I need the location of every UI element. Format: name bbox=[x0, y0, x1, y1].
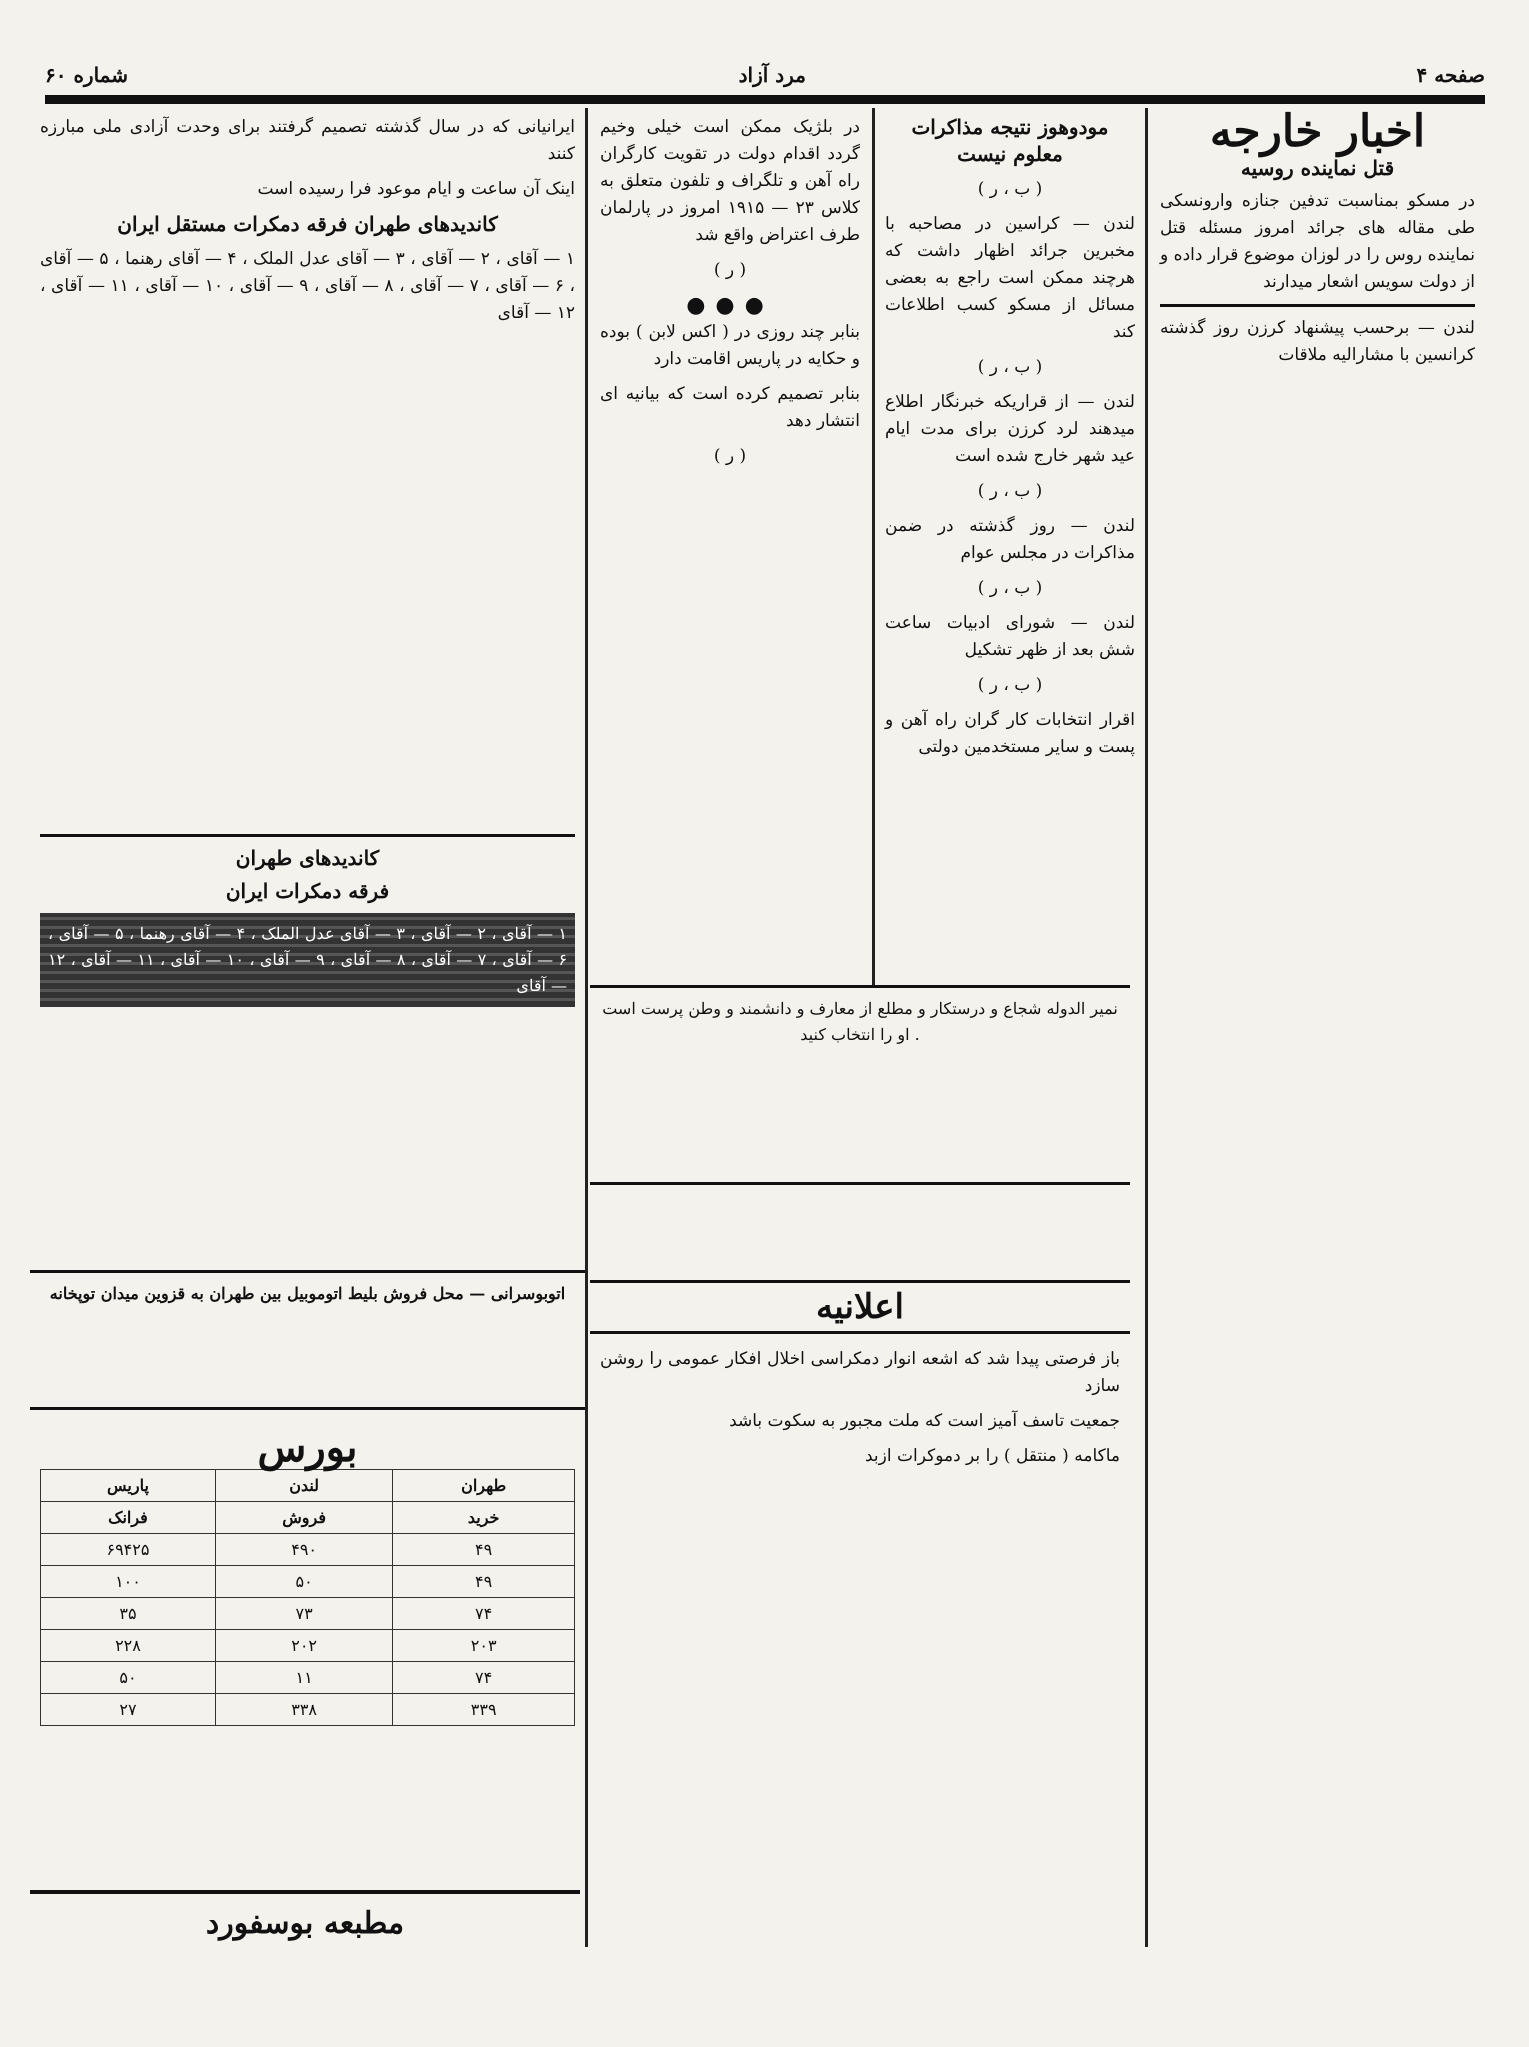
article-paragraph: لندن — از قراریکه خبرنگار اطلاع میدهند لرد کرزن برای مدت ایام عید شهر خارج شده است bbox=[885, 392, 1135, 466]
price-cell: ۵۰ bbox=[215, 1566, 392, 1598]
article-paragraph: بنابر تصمیم کرده است که بیانیه ای انتشار دهد bbox=[600, 384, 860, 431]
bus-ad-text: اتوبوسرانی — محل فروش بلیط اتوموبیل بین طهران به قزوین میدان توپخانه bbox=[49, 1284, 566, 1303]
notice-text: نمیر الدوله شجاع و درستکار و مطلع از معارف و دانشمند و وطن پرست است . او را انتخاب کنید bbox=[602, 999, 1118, 1044]
article-paragraph: در بلژیک ممکن است خیلی وخیم گردد اقدام دولت در تقویت کارگران راه آهن و تلگراف و تلفون متعلق به کلاس ۲۳ — ۱۹۱۵ امروز در پارلمان طرف اعتراض واقع شد bbox=[600, 117, 860, 245]
city-header: طهران bbox=[393, 1470, 575, 1502]
price-cell: ۳۳۸ bbox=[215, 1694, 392, 1726]
price-cell: ۵۰ bbox=[41, 1662, 216, 1694]
column-ads bbox=[590, 1340, 1130, 1967]
article-paragraph: در مسکو بمناسبت تدفین جنازه وارونسکی طی مقاله های جرائد امروز مسئله قتل نماینده روس را در لوزان موضوع قرار داده و از دولت سویس اشعار میدارند bbox=[1160, 191, 1475, 292]
column-header: فرانک bbox=[41, 1502, 216, 1534]
bourse-title: بورس bbox=[257, 1424, 358, 1471]
source-tag: ( ر ) bbox=[713, 446, 747, 466]
price-cell: ۲۰۲ bbox=[215, 1630, 392, 1662]
separator-dots: ●●● bbox=[686, 293, 774, 318]
city-header: لندن bbox=[215, 1470, 392, 1502]
source-tag: ( ب ، ر ) bbox=[977, 357, 1043, 377]
notice-body: ۱ — آقای ، ۲ — آقای ، ۳ — آقای عدل الملک ، ۴ — آقای رهنما ، ۵ — آقای ، ۶ — آقای ، ۷ — آقای ، ۸ — آقای ، ۹ — آقای ، ۱۰ — آقای ، ۱۱ — آقای ، ۱۲ — آقای bbox=[48, 924, 568, 995]
source-tag: ( ر ) bbox=[713, 260, 747, 280]
table-row bbox=[41, 1630, 575, 1662]
article-paragraph: لندن — روز گذشته در ضمن مذاکرات در مجلس عوام bbox=[885, 516, 1135, 563]
issue-number: شماره ۶۰ bbox=[45, 63, 128, 87]
column-title: مودوهوز نتیجه مذاکرات معلوم نیست bbox=[911, 115, 1109, 166]
bus-ad bbox=[30, 1270, 585, 1410]
table-row bbox=[41, 1598, 575, 1630]
price-cell: ۶۹۴۲۵ bbox=[41, 1534, 216, 1566]
price-cell: ۷۴ bbox=[393, 1662, 575, 1694]
divider bbox=[40, 834, 575, 837]
masthead bbox=[45, 60, 1485, 90]
column-divider bbox=[872, 108, 875, 987]
price-cell: ۷۳ bbox=[215, 1598, 392, 1630]
table-row bbox=[41, 1662, 575, 1694]
ad-paragraph: جمعیت تاسف آمیز است که ملت مجبور به سکوت باشد bbox=[729, 1411, 1120, 1431]
source-tag: ( ب ، ر ) bbox=[977, 481, 1043, 501]
price-cell: ۴۹ bbox=[393, 1566, 575, 1598]
section-heading: اخبار خارجه bbox=[1209, 108, 1426, 157]
source-tag: ( ب ، ر ) bbox=[977, 179, 1043, 199]
article-paragraph: لندن — کراسین در مصاحبه با مخبرین جرائد اظهار داشت که هرچند ممکن است راجع به بعضی مسائل از مسکو کسب اطلاعات کند bbox=[885, 214, 1135, 342]
paper-name: مرد آزاد bbox=[738, 63, 806, 87]
price-cell: ۴۹ bbox=[393, 1534, 575, 1566]
price-cell: ۲۷ bbox=[41, 1694, 216, 1726]
price-cell: ۲۲۸ bbox=[41, 1630, 216, 1662]
section-subheading: قتل نماینده روسیه bbox=[1240, 156, 1395, 180]
column-foreign-news bbox=[1150, 108, 1485, 1987]
price-cell: ۳۳۹ bbox=[393, 1694, 575, 1726]
source-tag: ( ب ، ر ) bbox=[977, 578, 1043, 598]
column-header: خرید bbox=[393, 1502, 575, 1534]
price-cell: ۷۴ bbox=[393, 1598, 575, 1630]
table-row bbox=[41, 1534, 575, 1566]
divider bbox=[1160, 304, 1475, 307]
table-row bbox=[41, 1566, 575, 1598]
column-header: فروش bbox=[215, 1502, 392, 1534]
election-notice bbox=[590, 985, 1130, 1185]
ad-paragraph: ماکامه ( منتقل ) را بر دموکرات ازبد bbox=[865, 1446, 1120, 1466]
column-left-notice bbox=[30, 820, 585, 1267]
price-cell: ۴۹۰ bbox=[215, 1534, 392, 1566]
article-paragraph: لندن — شورای ادبیات ساعت شش بعد از ظهر تشکیل bbox=[885, 613, 1135, 660]
price-cell: ۳۵ bbox=[41, 1598, 216, 1630]
city-header: پاریس bbox=[41, 1470, 216, 1502]
column-center bbox=[590, 108, 870, 987]
price-cell: ۲۰۳ bbox=[393, 1630, 575, 1662]
ads-heading: اعلانیه bbox=[590, 1280, 1130, 1334]
printer-banner: مطبعه بوسفورد bbox=[30, 1890, 580, 1954]
price-cell: ۱۰۰ bbox=[41, 1566, 216, 1598]
dark-notice-block bbox=[40, 913, 575, 1007]
notice-title: کاندیدهای طهران bbox=[235, 846, 380, 870]
table-row bbox=[41, 1694, 575, 1726]
price-cell: ۱۱ bbox=[215, 1662, 392, 1694]
page-number: صفحه ۴ bbox=[1416, 63, 1485, 87]
bourse-table bbox=[40, 1469, 575, 1726]
article-paragraph: بنابر چند روزی در ( اکس لابن ) بوده و حکایه در پاریس اقامت دارد bbox=[600, 322, 860, 369]
article-paragraph: لندن — برحسب پیشنهاد کرزن روز گذشته کرانسین با مشارالیه ملاقات bbox=[1160, 318, 1475, 365]
ad-paragraph: باز فرصتی پیدا شد که اشعه انوار دمکراسی اخلال افکار عمومی را روشن سازد bbox=[600, 1349, 1120, 1396]
article-paragraph: اقرار انتخابات کار گران راه آهن و پست و سایر مستخدمین دولتی bbox=[885, 710, 1135, 757]
candidates-list: ۱ — آقای ، ۲ — آقای ، ۳ — آقای عدل الملک ، ۴ — آقای رهنما ، ۵ — آقای ، ۶ — آقای ، ۷ — آقای ، ۸ — آقای ، ۹ — آقای ، ۱۰ — آقای ، ۱۱ — آقای ، ۱۲ — آقای bbox=[40, 249, 576, 323]
column-telegrams bbox=[875, 108, 1145, 987]
masthead-rule bbox=[45, 95, 1485, 104]
candidates-title: کاندیدهای طهران فرقه دمکرات مستقل ایران bbox=[117, 212, 498, 236]
column-left-top bbox=[30, 108, 585, 807]
notice-subtitle: فرقه دمکرات ایران bbox=[225, 879, 390, 903]
source-tag: ( ب ، ر ) bbox=[977, 675, 1043, 695]
column-divider bbox=[585, 108, 588, 1947]
column-divider bbox=[1145, 108, 1148, 1947]
bourse-section bbox=[30, 1420, 585, 1877]
article-paragraph: ایرانیانی که در سال گذشته تصمیم گرفتند برای وحدت آزادی ملی مبارزه کنند bbox=[40, 117, 575, 164]
article-paragraph: اینک آن ساعت و ایام موعود فرا رسیده است bbox=[257, 179, 575, 199]
